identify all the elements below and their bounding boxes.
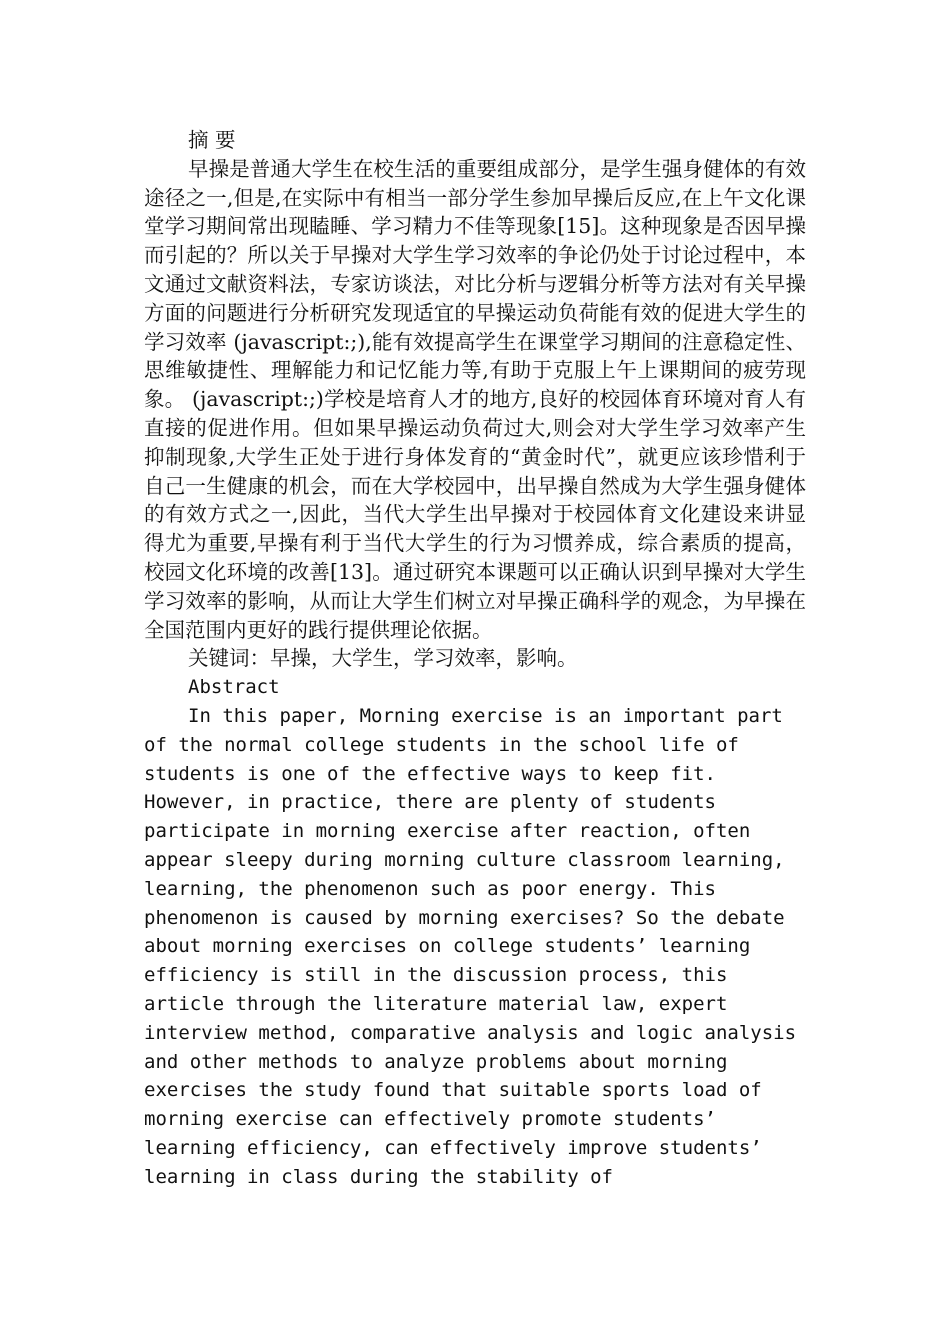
summary-body: 早操是普通大学生在校生活的重要组成部分，是学生强身健体的有效途径之一,但是,在实际中有相当一部分学生参加早操后反应,在上午文化课堂学习期间常出现瞌睡、学习精力不佳等现象[15]。这种现象是否因早操而引起的？所以关于早操对大学生学习效率的争论仍处于讨论过程中，本文通过文献资料法，专家访谈法，对比分析与逻辑分析等方法对有关早操方面的问题进行分析研究发现适宜的早操运动负荷能有效的促进大学生的学习效率 (javascript:;),能有效提高学生在课堂学习期间的注意稳定性、思维敏捷性、理解能力和记忆能力等,有助于克服上午上课期间的疲劳现象。 (javascript:;)学校是培育人才的地方,良好的校园体育环境对育人有直接的促进作用。但如果早操运动负荷过大,则会对大学生学习效率产生抑制现象,大学生正处于进行身体发育的“黄金时代”，就更应该珍惜利于自己一生健康的机会，而在大学校园中，出早操自然成为大学生强身健体的有效方式之一,因此，当代大学生出早操对于校园体育文化建设来讲显得尤为重要,早操有利于当代大学生的行为习惯养成，综合素质的提高，校园文化环境的改善[13]。通过研究本课题可以正确认识到早操对大学生学习效率的影响，从而让大学生们树立对早操正确科学的观念，为早操在全国范围内更好的践行提供理论依据。 (144, 156, 806, 642)
abstract-heading: Abstract (188, 676, 280, 699)
abstract-body: In this paper, Morning exercise is an important part of the normal college students in the school life of students is one of the effective ways to keep fit. However, in practice, there are plenty of students participate in morning exercise after reaction, often appear sleepy during morning culture classroom learning, learning, the phenomenon such as poor energy. This phenomenon is caused by morning exercises? So the debate about morning exercises on college students’ learning efficiency is still in the discussion process, this article through the literature material law, expert interview method, comparative analysis and logic analysis and other methods to analyze problems about morning exercises the study found that suitable sports load of morning exercise can effectively promote students’ learning efficiency, can effectively improve students’ learning in class during the stability of (144, 704, 797, 1188)
keywords-line: 关键词：早操，大学生，学习效率，影响。 (188, 646, 578, 671)
summary-heading: 摘 要 (188, 128, 236, 152)
document-page (144, 126, 806, 1191)
